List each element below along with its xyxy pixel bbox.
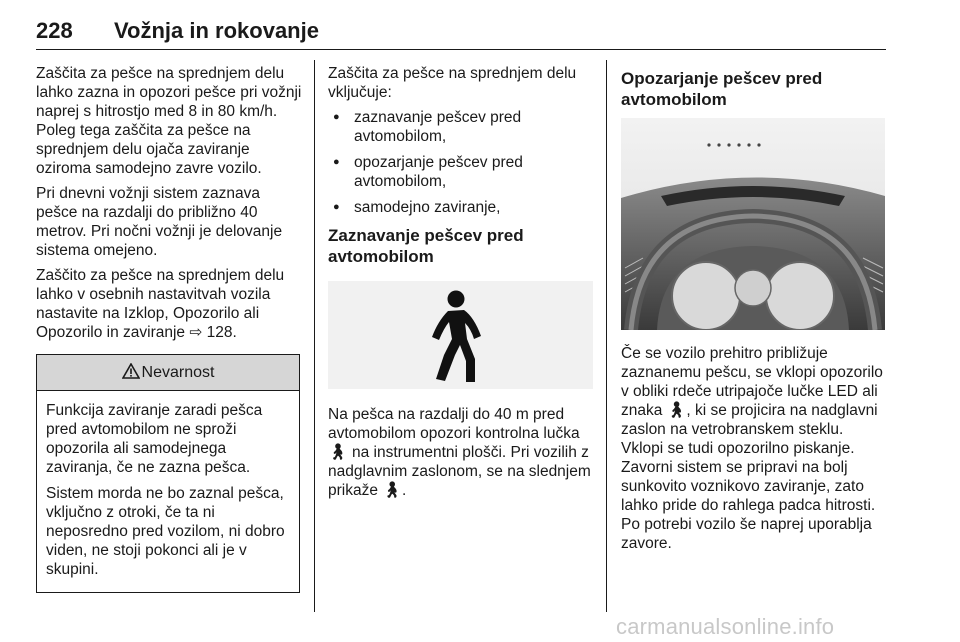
column-divider: [606, 60, 607, 612]
pedestrian-figure: [328, 281, 593, 389]
page-number: 228: [36, 18, 73, 43]
warning-title: Nevarnost: [141, 364, 215, 381]
pedestrian-icon: [328, 281, 593, 389]
pedestrian-icon: 🚶︎: [328, 444, 348, 461]
paragraph: Če se vozilo prehitro približuje zaznanemu pešcu, se vklopi opozorilo v obliki rdeče utripajoče lučke LED ali znaka 🚶︎, ki se projicira na nadglavni zaslon na vetrobranskem steklu. Vklopi se tudi opozorilno piskanje. Zavorni sistem se pripravi na bolj sunkovito voznikovo zaviranje, zato lahko pride do rahlega padca hitrosti. Po potrebi vozilo še naprej uporablja zavore.: [621, 345, 883, 552]
column-middle: [328, 64, 596, 506]
column-left: [36, 64, 302, 593]
list-item: ● samodejno zaviranje,: [328, 198, 596, 217]
paragraph-text: Zaščito za pešce na sprednjem delu lahko v osebnih nastavitvah vozila nastavite na Izklop, Opozorilo ali Opozorilo in zaviranje: [36, 267, 285, 341]
warning-body: [37, 391, 299, 592]
page-reference[interactable]: 128.: [202, 324, 237, 341]
watermark: carmanualsonline.info: [616, 614, 835, 639]
pedestrian-icon: 🚶︎: [666, 402, 687, 419]
page-header: [36, 14, 886, 50]
paragraph-with-reference: [36, 266, 302, 342]
paragraph: [36, 184, 302, 260]
column-divider: [314, 60, 315, 612]
bullet-list: [328, 108, 596, 217]
warning-box: [36, 354, 300, 593]
dashboard-led-warning-icon: [621, 118, 885, 330]
pedestrian-icon: 🚶︎: [382, 482, 402, 499]
paragraph: Zaščita za pešce na sprednjem delu vključuje:: [328, 65, 577, 101]
warning-paragraph: Sistem morda ne bo zaznal pešca, vključno z otroki, če ta ni neposredno pred vozilom, ni dobro viden, ne stoji pokonci ali je v skupini.: [46, 485, 285, 578]
section-heading: Opozarjanje pešcev pred avtomobilom: [621, 69, 823, 109]
warning-header: [37, 355, 299, 391]
dashboard-figure: [621, 118, 885, 330]
list-item: ● zaznavanje pešcev pred avtomobilom,: [328, 108, 596, 146]
chapter-title: Vožnja in rokovanje: [114, 18, 319, 43]
page-reference-arrow-icon[interactable]: ⇨: [189, 324, 203, 341]
warning-triangle-icon: [122, 363, 140, 383]
warning-paragraph: Funkcija zaviranje zaradi pešca pred avtomobilom ne sproži opozorila ali samodejnega zaviranja, če ne zazna pešca.: [46, 402, 263, 476]
paragraph: Zaščita za pešce na sprednjem delu lahko zazna in opozori pešce pri vožnji naprej s hitrostjo med 8 in 80 km/h. Poleg tega zaščita za pešce na sprednjem delu ojača zaviranje oziroma samodejno zavre vozilo.: [36, 65, 302, 177]
list-item: ● opozarjanje pešcev pred avtomobilom,: [328, 153, 596, 191]
column-right: [621, 64, 889, 559]
section-heading: Zaznavanje pešcev pred avtomobilom: [328, 226, 524, 266]
paragraph-text: Pri dnevni vožnji sistem zaznava pešce na razdalji do približno 40 metrov. Pri nočni vožnji je delovanje sistema omejeno.: [36, 185, 283, 259]
paragraph: Na pešca na razdalji do 40 m pred avtomobilom opozori kontrolna lučka 🚶︎ na instrumentni plošči. Pri vozilih z nadglavnim zaslonom, se na slednjem prikaže 🚶︎.: [328, 406, 591, 499]
